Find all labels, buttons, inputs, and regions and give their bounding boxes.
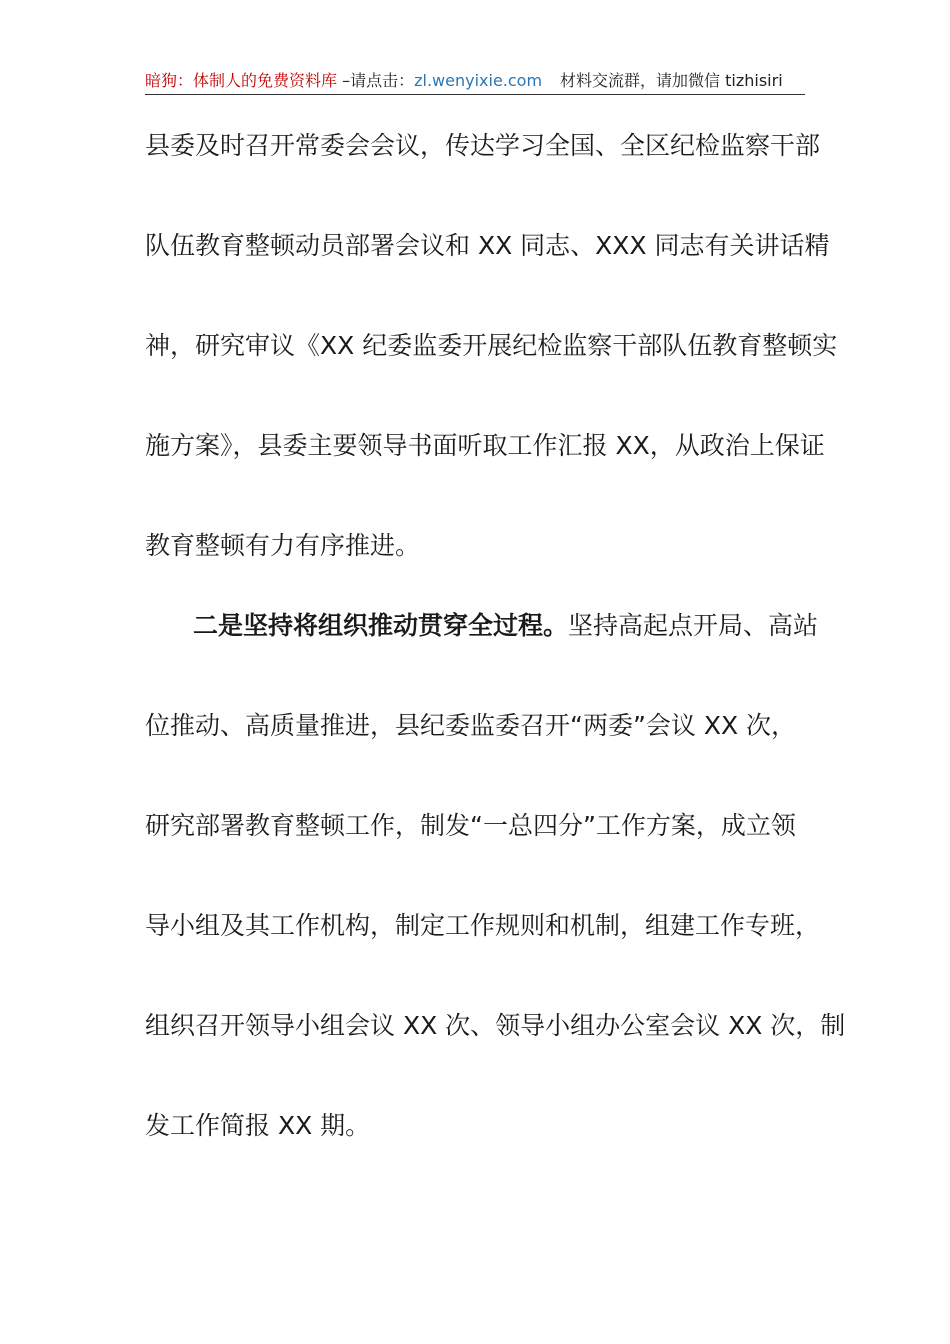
body-line-1: 县委及时召开常委会会议，传达学习全国、全区纪检监察干部 [145, 131, 821, 160]
body-line-8: 研究部署教育整顿工作，制发“一总四分”工作方案，成立领 [145, 811, 796, 840]
page-header [145, 68, 805, 94]
body-line-7: 位推动、高质量推进，县纪委监委召开“两委”会议 XX 次， [145, 711, 797, 740]
body-line-10: 组织召开领导小组会议 XX 次、领导小组办公室会议 XX 次，制 [145, 1011, 846, 1040]
header-brand: 暗狗：体制人的免费资料库 [145, 71, 338, 90]
header-group-note: 材料交流群，请加微信 tizhisiri [560, 71, 783, 90]
paragraph-2-lead-text: 坚持高起点开局、高站 [568, 611, 819, 640]
paragraph-2-heading: 二是坚持将组织推动贯穿全过程。 [193, 611, 569, 640]
body-line-4: 施方案》，县委主要领导书面听取工作汇报 XX，从政治上保证 [145, 431, 825, 460]
paragraph-2-lead-line [145, 608, 863, 644]
header-url-link[interactable]: zl.wenyixie.com [414, 71, 543, 90]
body-line-5: 教育整顿有力有序推进。 [145, 531, 421, 560]
header-click-prompt: –请点击： [337, 71, 415, 90]
body-line-9: 导小组及其工作机构，制定工作规则和机制，组建工作专班， [145, 911, 821, 940]
header-divider [145, 94, 805, 95]
body-line-11: 发工作简报 XX 期。 [145, 1111, 371, 1140]
body-line-3: 神，研究审议《XX 纪委监委开展纪检监察干部队伍教育整顿实 [145, 331, 838, 360]
body-line-2: 队伍教育整顿动员部署会议和 XX 同志、XXX 同志有关讲话精 [145, 231, 830, 260]
